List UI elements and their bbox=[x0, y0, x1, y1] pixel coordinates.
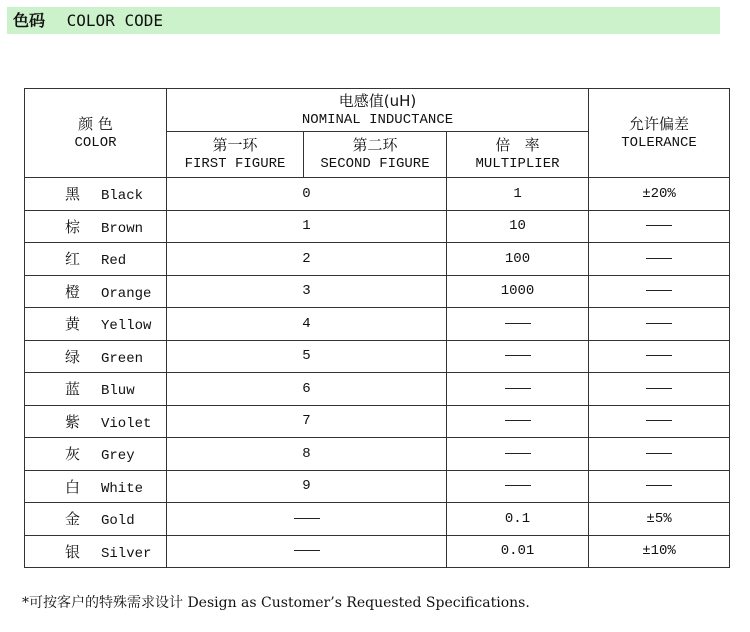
color-name-cell bbox=[25, 308, 167, 341]
inductance-header bbox=[167, 89, 589, 132]
color-name-en: Gold bbox=[101, 513, 135, 530]
title-zh: 色码 bbox=[13, 11, 46, 30]
table-row bbox=[25, 340, 730, 373]
multiplier-cell: 0.1 bbox=[447, 503, 589, 536]
color-name-zh: 黑 bbox=[65, 185, 81, 204]
tolerance-cell: ±20% bbox=[589, 178, 730, 211]
tolerance-cell bbox=[589, 308, 730, 341]
color-header bbox=[25, 89, 167, 178]
figure-cell: 0 bbox=[167, 178, 447, 211]
color-name-en: Orange bbox=[101, 285, 152, 302]
color-name-en: Yellow bbox=[101, 318, 152, 335]
dash-mark bbox=[505, 388, 531, 389]
figure-cell: 1 bbox=[167, 210, 447, 243]
multiplier-header-zh: 倍 率 bbox=[495, 136, 540, 154]
tolerance-header-zh: 允许偏差 bbox=[629, 114, 690, 133]
dash-mark bbox=[505, 420, 531, 421]
tolerance-header-en: TOLERANCE bbox=[621, 134, 697, 151]
multiplier-cell bbox=[447, 438, 589, 471]
title-banner bbox=[7, 7, 720, 34]
multiplier-header-en: MULTIPLIER bbox=[475, 156, 560, 172]
color-name-cell bbox=[25, 438, 167, 471]
first-figure-header-zh: 第一环 bbox=[212, 136, 258, 154]
dash-mark bbox=[505, 323, 531, 324]
tolerance-header bbox=[589, 89, 730, 178]
color-name-zh: 银 bbox=[65, 542, 81, 561]
multiplier-cell bbox=[447, 470, 589, 503]
multiplier-cell bbox=[447, 340, 589, 373]
color-name-zh: 金 bbox=[65, 510, 81, 529]
color-name-zh: 白 bbox=[65, 477, 81, 496]
table-row bbox=[25, 438, 730, 471]
color-name-cell bbox=[25, 470, 167, 503]
dash-mark bbox=[505, 453, 531, 454]
color-name-cell bbox=[25, 373, 167, 406]
multiplier-cell: 1 bbox=[447, 178, 589, 211]
color-name-zh: 黄 bbox=[65, 315, 81, 334]
color-name-zh: 绿 bbox=[65, 347, 81, 366]
multiplier-cell: 100 bbox=[447, 243, 589, 276]
figure-cell: 4 bbox=[167, 308, 447, 341]
tolerance-cell bbox=[589, 373, 730, 406]
table-row bbox=[25, 373, 730, 406]
color-name-cell bbox=[25, 178, 167, 211]
second-figure-header-zh: 第二环 bbox=[352, 136, 398, 154]
color-name-cell bbox=[25, 210, 167, 243]
color-name-en: Bluw bbox=[101, 383, 135, 400]
header-row-1 bbox=[25, 89, 730, 132]
tolerance-cell bbox=[589, 243, 730, 276]
tolerance-cell bbox=[589, 275, 730, 308]
dash-mark bbox=[646, 290, 672, 291]
figure-cell: 6 bbox=[167, 373, 447, 406]
color-name-cell bbox=[25, 243, 167, 276]
second-figure-header-en: SECOND FIGURE bbox=[320, 156, 430, 172]
table-row bbox=[25, 210, 730, 243]
first-figure-header-en: FIRST FIGURE bbox=[184, 156, 286, 172]
multiplier-cell: 1000 bbox=[447, 275, 589, 308]
color-name-en: Black bbox=[101, 188, 144, 205]
first-figure-header bbox=[167, 132, 304, 178]
table-row bbox=[25, 275, 730, 308]
title-en: COLOR CODE bbox=[66, 11, 163, 30]
color-code-table bbox=[24, 88, 730, 568]
dash-mark bbox=[646, 225, 672, 226]
dash-mark bbox=[505, 355, 531, 356]
dash-mark bbox=[646, 355, 672, 356]
table-row bbox=[25, 535, 730, 568]
color-name-cell bbox=[25, 275, 167, 308]
dash-mark bbox=[294, 550, 320, 551]
tolerance-cell: ±5% bbox=[589, 503, 730, 536]
multiplier-cell: 0.01 bbox=[447, 535, 589, 568]
inductance-header-zh: 电感值(uH) bbox=[338, 91, 417, 110]
dash-mark bbox=[646, 323, 672, 324]
color-name-zh: 紫 bbox=[65, 412, 81, 431]
tolerance-cell bbox=[589, 210, 730, 243]
dash-mark bbox=[294, 518, 320, 519]
table-row bbox=[25, 308, 730, 341]
color-name-zh: 蓝 bbox=[65, 380, 81, 399]
tolerance-cell bbox=[589, 438, 730, 471]
color-name-zh: 橙 bbox=[65, 282, 81, 301]
color-name-en: Green bbox=[101, 350, 144, 367]
figure-cell bbox=[167, 535, 447, 568]
figure-cell: 9 bbox=[167, 470, 447, 503]
dash-mark bbox=[646, 420, 672, 421]
table-row bbox=[25, 503, 730, 536]
second-figure-header bbox=[304, 132, 447, 178]
tolerance-cell: ±10% bbox=[589, 535, 730, 568]
multiplier-header bbox=[447, 132, 589, 178]
color-name-cell bbox=[25, 340, 167, 373]
table-row bbox=[25, 470, 730, 503]
footnote: *可按客户的特殊需求设计 Design as Customer’s Requested Specifications. bbox=[22, 595, 530, 611]
figure-cell: 8 bbox=[167, 438, 447, 471]
color-name-cell bbox=[25, 405, 167, 438]
dash-mark bbox=[505, 485, 531, 486]
color-name-cell bbox=[25, 535, 167, 568]
color-name-en: Brown bbox=[101, 220, 144, 237]
figure-cell: 5 bbox=[167, 340, 447, 373]
dash-mark bbox=[646, 258, 672, 259]
color-name-en: Violet bbox=[101, 415, 152, 432]
color-name-zh: 红 bbox=[65, 250, 81, 269]
figure-cell bbox=[167, 503, 447, 536]
multiplier-cell bbox=[447, 405, 589, 438]
multiplier-cell: 10 bbox=[447, 210, 589, 243]
color-name-zh: 棕 bbox=[65, 217, 81, 236]
tolerance-cell bbox=[589, 340, 730, 373]
color-name-cell bbox=[25, 503, 167, 536]
color-header-zh: 颜 色 bbox=[78, 114, 113, 133]
table-row bbox=[25, 243, 730, 276]
tolerance-cell bbox=[589, 470, 730, 503]
figure-cell: 2 bbox=[167, 243, 447, 276]
color-name-en: White bbox=[101, 480, 144, 497]
table-row bbox=[25, 178, 730, 211]
color-header-en: COLOR bbox=[74, 134, 117, 151]
figure-cell: 7 bbox=[167, 405, 447, 438]
figure-cell: 3 bbox=[167, 275, 447, 308]
multiplier-cell bbox=[447, 308, 589, 341]
color-name-en: Grey bbox=[101, 448, 135, 465]
dash-mark bbox=[646, 453, 672, 454]
color-name-en: Red bbox=[101, 253, 127, 270]
inductance-header-en: NOMINAL INDUCTANCE bbox=[301, 111, 454, 128]
multiplier-cell bbox=[447, 373, 589, 406]
table-row bbox=[25, 405, 730, 438]
dash-mark bbox=[646, 388, 672, 389]
dash-mark bbox=[646, 485, 672, 486]
color-name-zh: 灰 bbox=[65, 445, 81, 464]
tolerance-cell bbox=[589, 405, 730, 438]
color-name-en: Silver bbox=[101, 545, 152, 562]
